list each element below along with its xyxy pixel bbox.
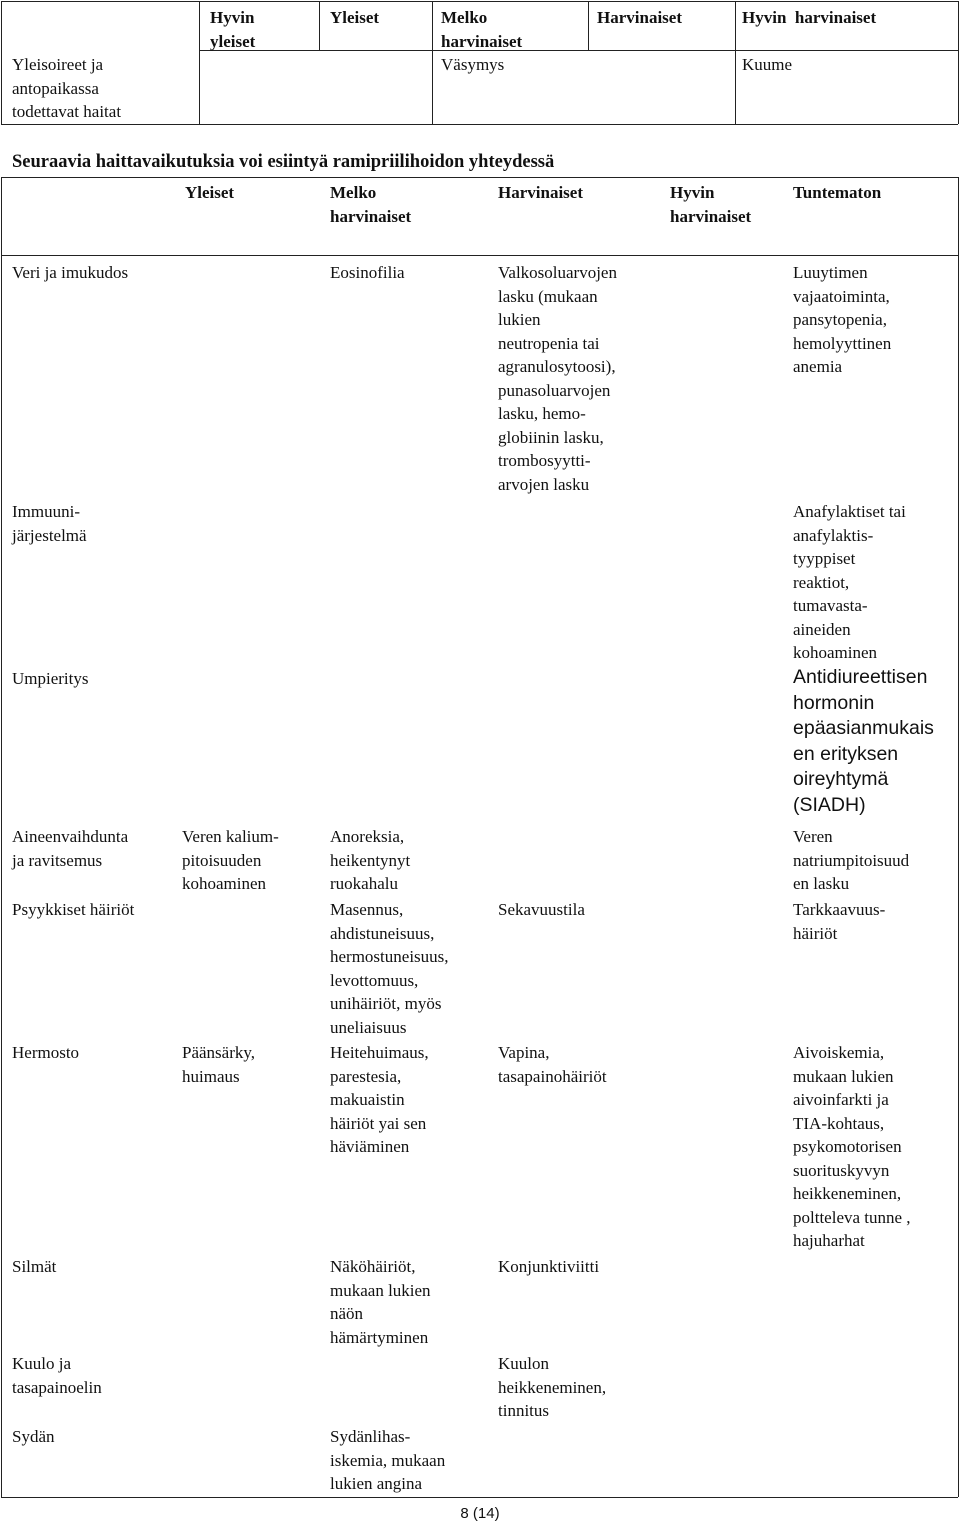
main-table-header-divider bbox=[1, 255, 958, 256]
top-header-melko-harvinaiset: Melko harvinaiset bbox=[441, 8, 523, 51]
cell-psyykkiset-harvinaiset: Sekavuustila bbox=[498, 900, 585, 919]
cell-umpieritys-tuntematon: Antidiureettisen hormonin epäasianmukais en erityksen oireyhtymä (SIADH) bbox=[793, 666, 934, 816]
top-header-hyvin-yleiset: Hyvin yleiset bbox=[210, 8, 256, 51]
row-label-silmat: Silmät bbox=[12, 1257, 57, 1276]
main-table-vline bbox=[1, 177, 2, 1497]
cell-silmat-melko: Näköhäiriöt, mukaan lukien näön hämärtyminen bbox=[330, 1257, 431, 1347]
header-melko-harvinaiset: Melko harvinaiset bbox=[330, 183, 412, 226]
main-table-border-bottom bbox=[1, 1497, 958, 1498]
top-table-vline bbox=[958, 1, 959, 124]
cell-aineenvaihdunta-tuntematon: Veren natriumpitoisuud en lasku bbox=[793, 827, 910, 893]
cell-aineenvaihdunta-yleiset: Veren kalium- pitoisuuden kohoaminen bbox=[182, 827, 279, 893]
header-yleiset: Yleiset bbox=[185, 183, 235, 202]
top-cell-vasymys: Väsymys bbox=[441, 55, 505, 74]
row-label-umpieritys: Umpieritys bbox=[12, 669, 89, 688]
cell-hermosto-yleiset: Päänsärky, huimaus bbox=[182, 1043, 256, 1086]
page-number: 8 (14) bbox=[460, 1505, 500, 1522]
top-table-vline bbox=[319, 1, 320, 50]
cell-kuulo-harvinaiset: Kuulon heikkeneminen, tinnitus bbox=[498, 1354, 607, 1420]
top-table-header-divider bbox=[199, 50, 958, 51]
top-row-label: Yleisoireet ja antopaikassa todettavat haitat bbox=[12, 55, 122, 121]
cell-hermosto-harvinaiset: Vapina, tasapainohäiriöt bbox=[498, 1043, 607, 1086]
cell-immuuni-tuntematon: Anafylaktiset tai anafylaktis- tyyppiset reaktiot, tumavasta- aineiden kohoaminen bbox=[793, 502, 906, 662]
top-table-vline bbox=[432, 1, 433, 124]
cell-hermosto-melko: Heitehuimaus, parestesia, makuaistin häiriöt yai sen häviäminen bbox=[330, 1043, 429, 1156]
top-table-vline bbox=[1, 1, 2, 124]
row-label-psyykkiset: Psyykkiset häiriöt bbox=[12, 900, 135, 919]
cell-sydan-melko: Sydänlihas- iskemia, mukaan lukien angina bbox=[330, 1427, 446, 1493]
cell-psyykkiset-tuntematon: Tarkkaavuus- häiriöt bbox=[793, 900, 886, 943]
header-hyvin-harvinaiset: Hyvin harvinaiset bbox=[670, 183, 752, 226]
row-label-aineenvaihdunta: Aineenvaihdunta ja ravitsemus bbox=[12, 827, 129, 870]
section-title: Seuraavia haittavaikutuksia voi esiintyä ramipriilihoidon yhteydessä bbox=[12, 152, 555, 172]
main-table-border-top bbox=[1, 177, 958, 178]
cell-silmat-harvinaiset: Konjunktiviitti bbox=[498, 1257, 600, 1276]
header-tuntematon: Tuntematon bbox=[793, 183, 882, 202]
row-label-sydan: Sydän bbox=[12, 1427, 55, 1446]
top-table-vline bbox=[199, 1, 200, 124]
cell-veri-tuntematon: Luuytimen vajaatoiminta, pansytopenia, hemolyyttinen anemia bbox=[793, 263, 892, 376]
cell-veri-harvinaiset: Valkosoluarvojen lasku (mukaan lukien neutropenia tai agranulosytoosi), punasoluarvojen lasku, hemo- globiinin lasku, trombosyytti- arvojen lasku bbox=[498, 263, 617, 494]
row-label-kuulo: Kuulo ja tasapainoelin bbox=[12, 1354, 102, 1397]
top-header-hyvin-harvinaiset: Hyvin harvinaiset bbox=[742, 8, 877, 27]
top-table-border-bottom bbox=[1, 124, 958, 125]
top-cell-kuume: Kuume bbox=[742, 55, 793, 74]
top-header-yleiset: Yleiset bbox=[330, 8, 380, 27]
cell-psyykkiset-melko: Masennus, ahdistuneisuus, hermostuneisuus, levottomuus, unihäiriöt, myös uneliaisuus bbox=[330, 900, 449, 1037]
header-harvinaiset: Harvinaiset bbox=[498, 183, 583, 202]
top-table-vline bbox=[588, 1, 589, 50]
top-header-harvinaiset: Harvinaiset bbox=[597, 8, 682, 27]
top-table-vline bbox=[735, 1, 736, 124]
top-table-border-top bbox=[1, 1, 958, 2]
cell-aineenvaihdunta-melko: Anoreksia, heikentynyt ruokahalu bbox=[330, 827, 411, 893]
row-label-hermosto: Hermosto bbox=[12, 1043, 80, 1062]
row-label-veri: Veri ja imukudos bbox=[12, 263, 129, 282]
cell-hermosto-tuntematon: Aivoiskemia, mukaan lukien aivoinfarkti ja TIA-kohtaus, psykomotorisen suorituskyvyn heikkeneminen, poltteleva tunne , hajuharhat bbox=[793, 1043, 911, 1250]
row-label-immuuni: Immuuni- järjestelmä bbox=[12, 502, 87, 545]
main-table-vline bbox=[958, 177, 959, 1497]
cell-veri-melko: Eosinofilia bbox=[330, 263, 405, 282]
